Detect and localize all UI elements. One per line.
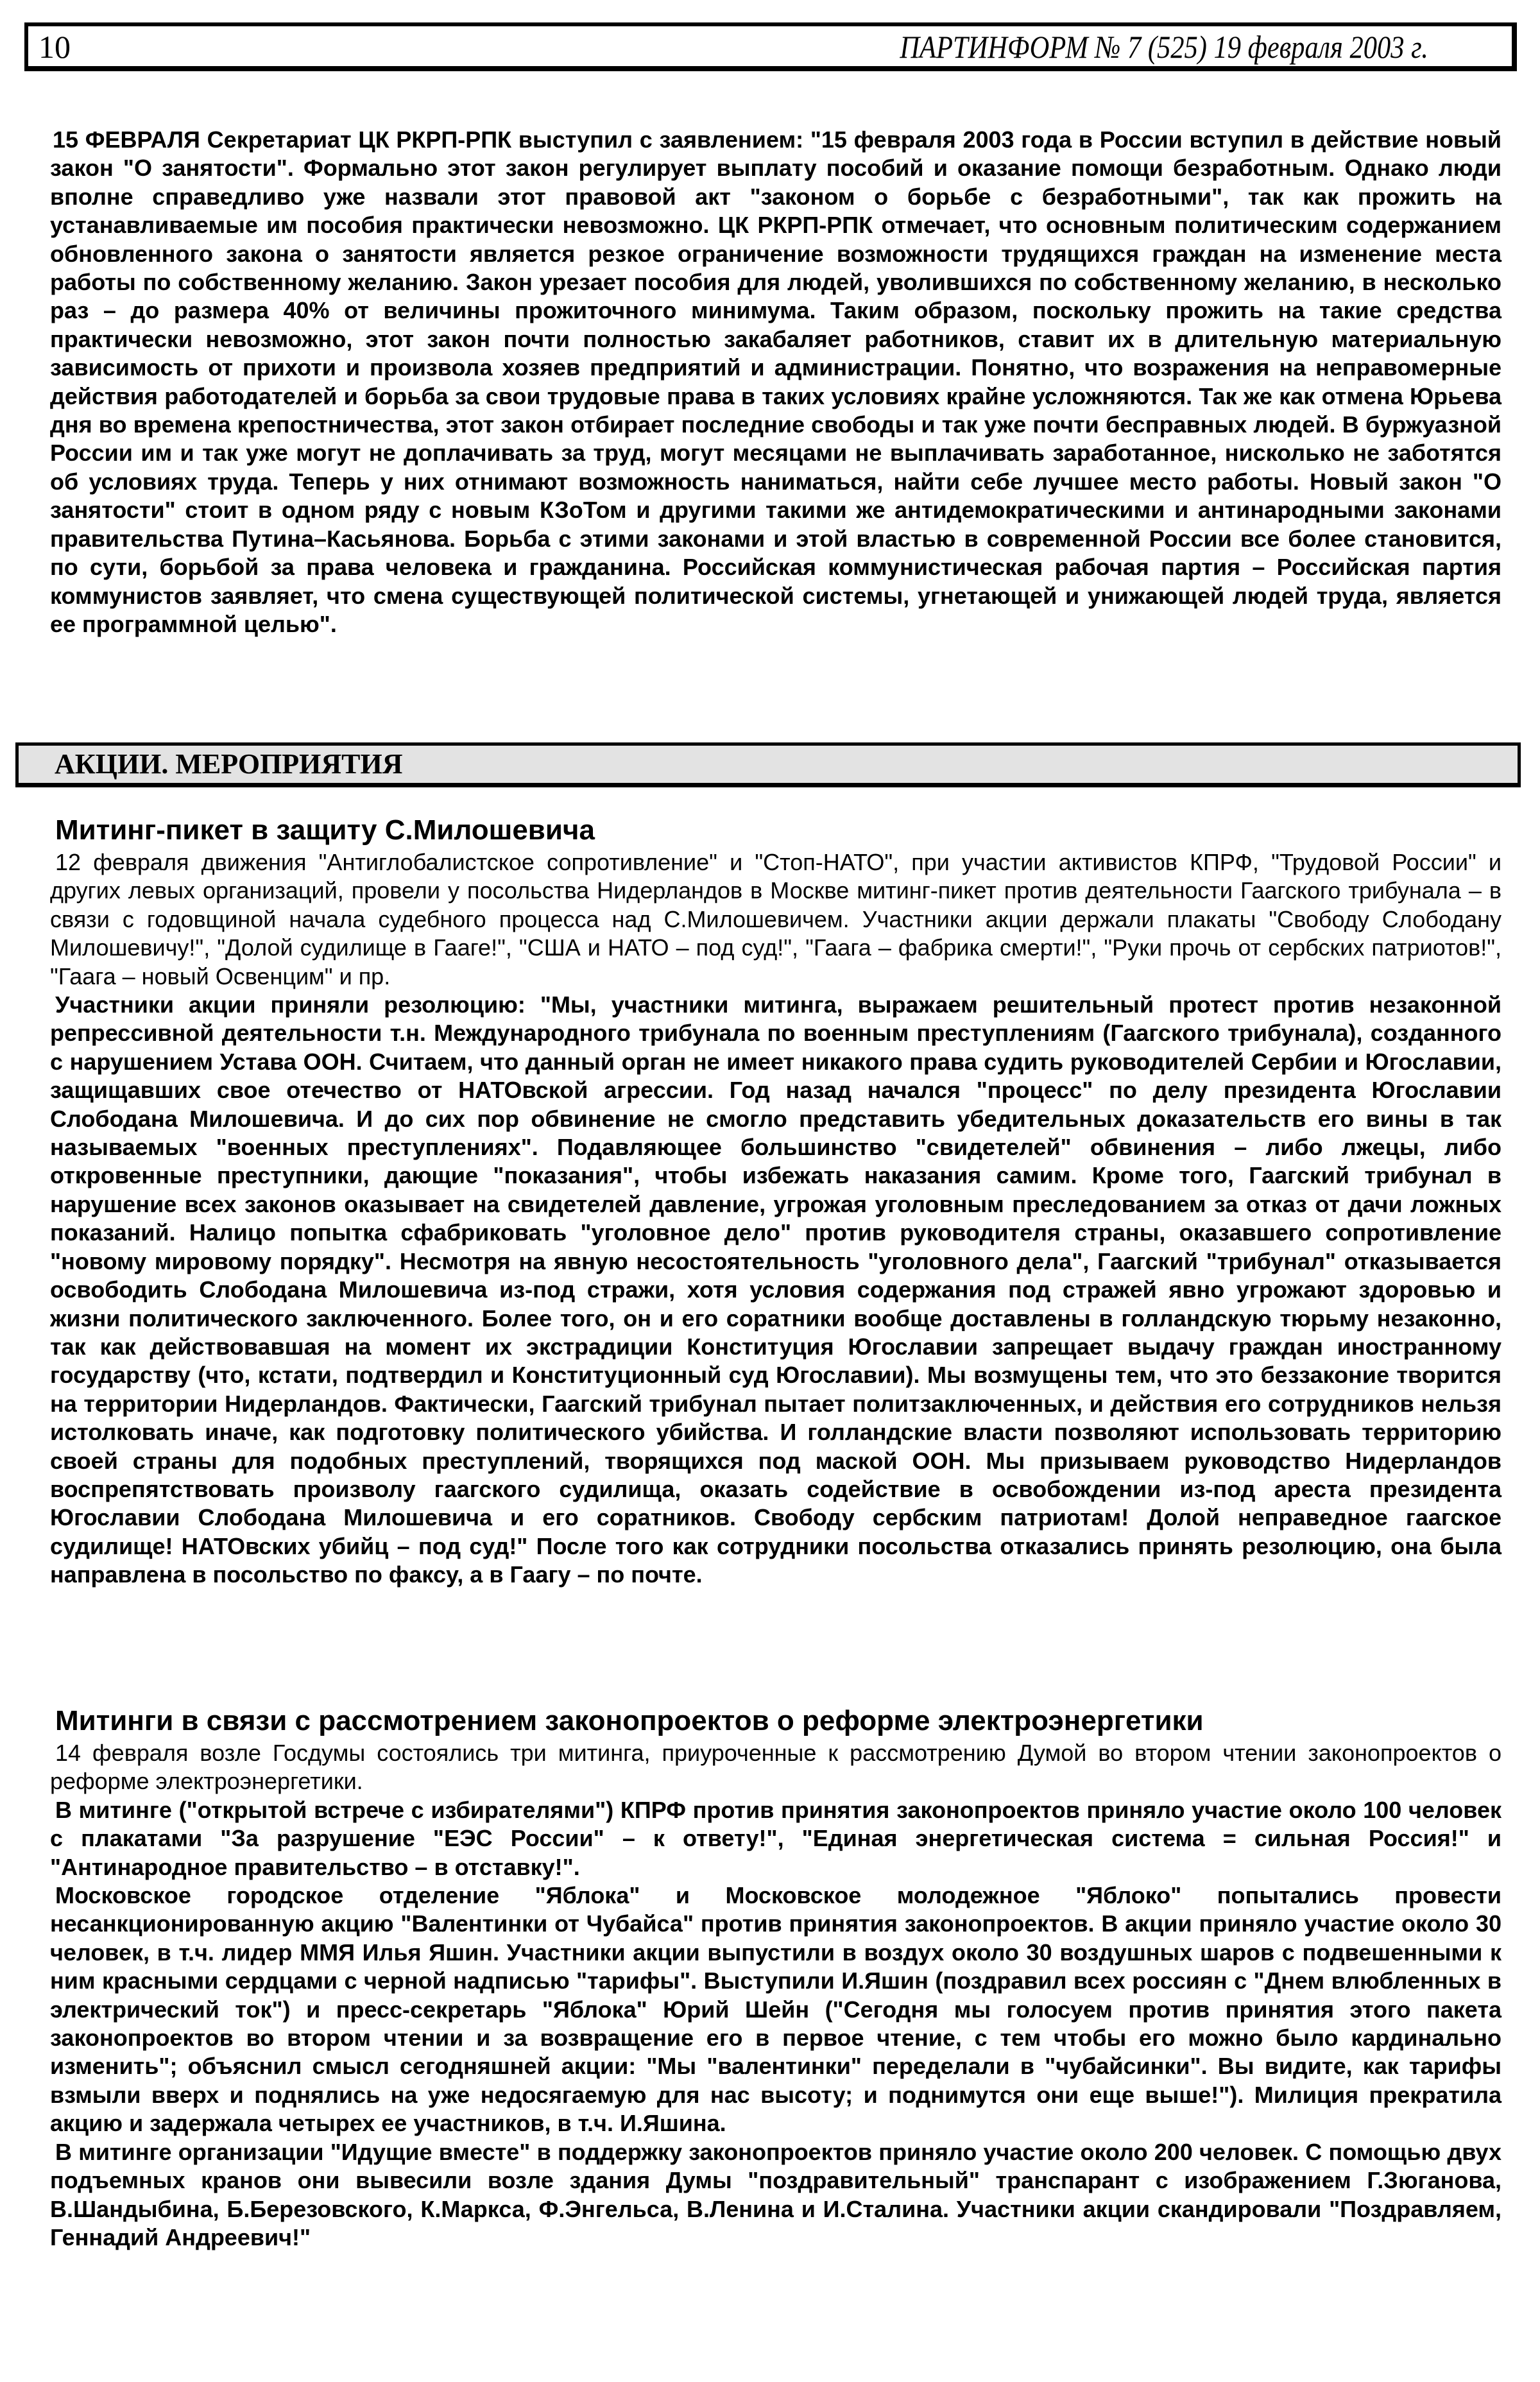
article-paragraph: В митинге организации "Идущие вместе" в поддержку законопроектов приняло участие около 200 человек. С помощью двух подъемных кранов они вывесили возле здания Думы "поздравительный" транспарант с изображением Г.Зюганова, В.Шандыбина, Б.Березовского, К.Маркса, Ф.Энгельса, В.Ленина и И.Сталина. Участники акции скандировали "Поздравляем, Геннадий Андреевич!" — [50, 2138, 1502, 2250]
article-paragraph: 14 февраля возле Госдумы состоялись три митинга, приуроченные к рассмотрению Думой во втором чтении законопроектов о реформе электроэнергетики. — [50, 1740, 1502, 1795]
article-paragraph: 12 февраля движения "Антиглобалистское сопротивление" и "Стоп-НАТО", при участии активистов КПРФ, "Трудовой России" и других левых организаций, провели у посольства Нидерландов в Москве митинг-пикет против деятельности Гаагского трибунала – в связи с годовщиной начала судебного процесса над С.Милошевичем. Участники акции держали плакаты "Свободу Слободану Милошевичу!", "Долой судилище в Гааге!", "США и НАТО – под суд!", "Гаага – фабрика смерти!", "Руки прочь от сербских патриотов!", "Гаага – новый Освенцим" и пр. — [50, 849, 1502, 990]
intro-lead: 15 ФЕВРАЛЯ — [53, 126, 200, 153]
article-title: Митинг-пикет в защиту С.Милошевича — [55, 814, 595, 846]
article-title: Митинги в связи с рассмотрением законопроектов о реформе электроэнергетики — [55, 1705, 1204, 1736]
article-paragraph: Московское городское отделение "Яблока" и Московское молодежное "Яблоко" попытались провести несанкционированную акцию "Валентинки от Чубайса" против принятия законопроектов. В акции приняло участие около 30 человек, в т.ч. лидер ММЯ Илья Яшин. Участники акции выпустили в воздух около 30 воздушных шаров с подвешенными к ним красными сердцами с черной надписью "тарифы". Выступили И.Яшин (поздравил всех россиян с "Днем влюбленных в электрический ток") и пресс-секретарь "Яблока" Юрий Шейн ("Сегодня мы голосуем против принятия этого пакета законопроектов во втором чтении и за возвращение его в первое чтение, с тем чтобы его можно было кардинально изменить"; объяснил смысл сегодняшней акции: "Мы "валентинки" переделали в "чубайсинки". Вы видите, как тарифы взмыли вверх и поднялись на уже недосягаемую для нас высоту; и поднимутся они еще выше!"). Милиция прекратила акцию и задержала четырех ее участников, в т.ч. И.Яшина. — [50, 1882, 1502, 2137]
intro-paragraph — [50, 126, 1502, 638]
page-header — [24, 22, 1517, 71]
article-energy-reform — [50, 1704, 1502, 2252]
intro-text: Секретариат ЦК РКРП-РПК выступил с заявлением: "15 февраля 2003 года в России вступил в действие новый закон "О занятости". Формально этот закон регулирует выплату пособий и оказание помощи безработным. Однако люди вполне справедливо уже назвали этот правовой акт "законом о борьбе с безработными", так как прожить на устанавливаемые им пособия практически невозможно. ЦК РКРП-РПК отмечает, что основным политическим содержанием обновленного закона о занятости является резкое ограничение возможности трудящихся граждан на изменение места работы по собственному желанию. Закон урезает пособия для людей, уволившихся по собственному желанию, в несколько раз – до размера 40% от величины прожиточного минимума. Таким образом, поскольку прожить на такие средства практически невозможно, этот закон почти полностью закабаляет работников, ставит их в длительную материальную зависимость от прихоти и произвола хозяев предприятий и администрации. Понятно, что возражения на неправомерные действия работодателей и борьба за свои трудовые права в таких условиях крайне усложняются. Так же как отмена Юрьева дня во времена крепостничества, этот закон отбирает последние свободы и так уже почти бесправных людей. В буржуазной России им и так уже могут не доплачивать за труд, могут месяцами не выплачивать заработанное, нисколько не заботятся об условиях труда. Теперь у них отнимают возможность наниматься, найти себе лучшее место работы. Новый закон "О занятости" стоит в одном ряду с новым КЗоТом и другими такими же антидемократическими и антинародными законами правительства Путина–Касьянова. Борьба с этими законами и этой властью в современной России все более становится, по сути, борьбой за права человека и гражданина. Российская коммунистическая рабочая партия – Российская партия коммунистов заявляет, что смена существующей политической системы, угнетающей и унижающей людей труда, является ее программной целью". — [50, 126, 1502, 637]
intro-statement — [50, 126, 1502, 638]
issue-title: ПАРТИНФОРМ № 7 (525) 19 февраля 2003 г. — [900, 29, 1428, 65]
section-title: АКЦИИ. МЕРОПРИЯТИЯ — [55, 748, 403, 780]
article-paragraph: Участники акции приняли резолюцию: "Мы, участники митинга, выражаем решительный протест против незаконной репрессивной деятельности т.н. Международного трибунала по военным преступлениям (Гаагского трибунала), созданного с нарушением Устава ООН. Считаем, что данный орган не имеет никакого права судить руководителей Сербии и Югославии, защищавших свое отечество от НАТОвской агрессии. Год назад начался "процесс" по делу президента Югославии Слободана Милошевича. И до сих пор обвинение не смогло представить убедительных доказательств его вины в так называемых "военных преступлениях". Подавляющее большинство "свидетелей" обвинения – либо лжецы, либо откровенные преступники, дающие "показания", чтобы избежать наказания самим. Кроме того, Гаагский трибунал в нарушение всех законов оказывает на свидетелей давление, угрожая уголовным преследованием за отказ от дачи ложных показаний. Налицо попытка сфабриковать "уголовное дело" против руководителя страны, оказавшего сопротивление "новому мировому порядку". Несмотря на явную несостоятельность "уголовного дела", Гаагский "трибунал" отказывается освободить Слободана Милошевича из-под стражи, хотя условия содержания под стражей явно угрожают здоровью и жизни политического заключенного. Более того, он и его соратники вообще доставлены в голландскую тюрьму незаконно, так как действовавшая на момент их экстрадиции Конституция Югославии запрещает выдачу граждан иностранному государству (что, кстати, подтвердил и Конституционный суд Югославии). Мы возмущены тем, что это беззаконие творится на территории Нидерландов. Фактически, Гаагский трибунал пытает политзаключенных, и действия его сотрудников нельзя истолковать иначе, как подготовку политического убийства. И голландские власти позволяют использовать территорию своей страны для подобных преступлений, творящихся под маской ООН. Мы призываем руководство Нидерландов воспрепятствовать произволу гаагского судилища, оказать содействие в освобождении из-под ареста президента Югославии Слободана Милошевича и его соратников. Свободу сербским патриотам! Долой неправедное гаагское судилище! НАТОвских убийц – под суд!" После того как сотрудники посольства отказались принять резолюцию, она была направлена в посольство по факсу, а в Гаагу – по почте. — [50, 991, 1502, 1588]
section-header — [15, 742, 1521, 787]
article-paragraph: В митинге ("открытой встрече с избирателями") КПРФ против принятия законопроектов приняло участие около 100 человек с плакатами "За разрушение "ЕЭС России" – к ответу!", "Единая энергетическая система = сильная Россия!" и "Антинародное правительство – в отставку!". — [50, 1796, 1502, 1880]
article-milosevic — [50, 814, 1502, 1589]
page-number: 10 — [38, 29, 71, 65]
